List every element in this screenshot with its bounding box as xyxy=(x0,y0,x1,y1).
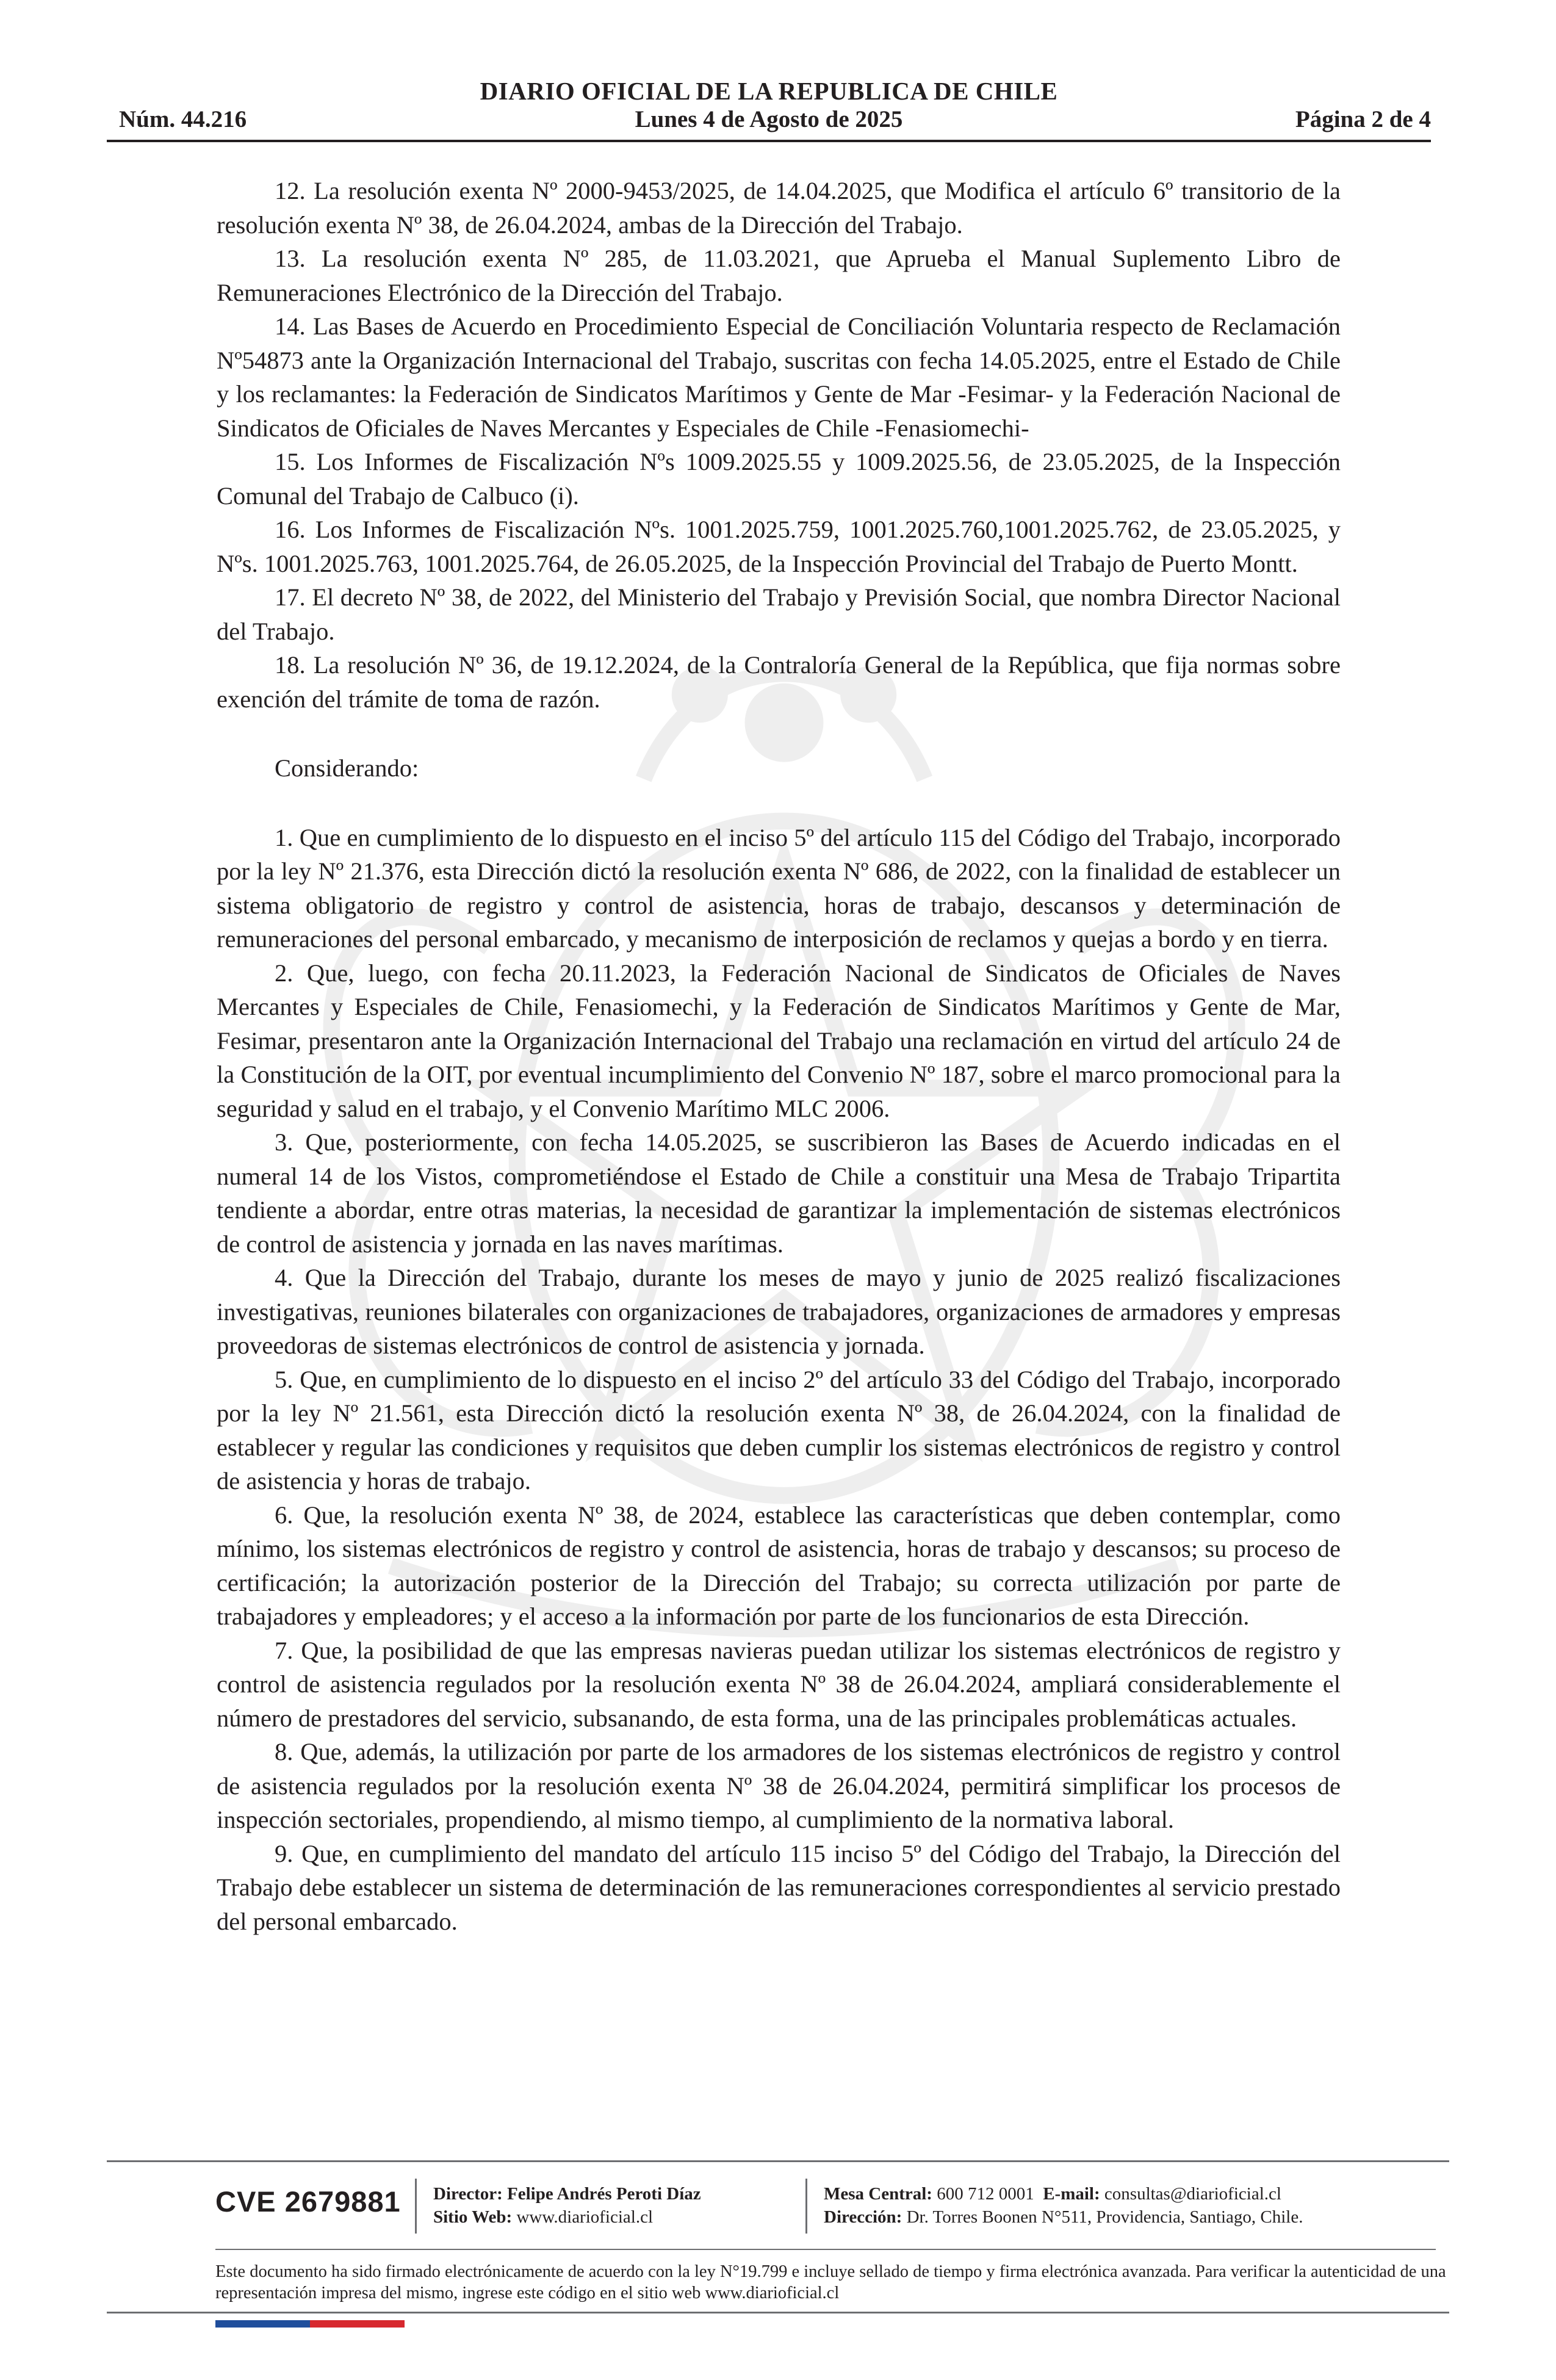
visto-item: 13. La resolución exenta Nº 285, de 11.03.2021, que Aprueba el Manual Suplemento Libro de Remuneraciones Electrónico de la Dirección del Trabajo. xyxy=(217,245,1341,306)
newspaper-title: DIARIO OFICIAL DE LA REPUBLICA DE CHILE xyxy=(480,77,1058,105)
considerando-heading: Considerando: xyxy=(275,754,419,782)
footer-divider xyxy=(415,2179,417,2234)
address-label: Dirección: xyxy=(824,2207,902,2227)
contact-info xyxy=(824,2182,1303,2229)
considerando-item: 2. Que, luego, con fecha 20.11.2023, la Federación Nacional de Sindicatos de Oficiales de Naves Mercantes y Especiales de Chile, Fenasiomechi, y la Federación de Sindicatos Marítimos y Gente de Mar, Fesimar, presentaron ante la Organización Internacional del Trabajo una reclamación en virtud del artículo 24 de la Constitución de la OIT, por eventual incumplimiento del Convenio Nº 187, sobre el marco promocional para la seguridad y salud en el trabajo, y el Convenio Marítimo MLC 2006. xyxy=(217,959,1341,1122)
visto-item: 12. La resolución exenta Nº 2000-9453/2025, de 14.04.2025, que Modifica el artículo 6º transitorio de la resolución exenta Nº 38, de 26.04.2024, ambas de la Dirección del Trabajo. xyxy=(217,177,1341,239)
page-footer xyxy=(107,2160,1449,2380)
page-number: Página 2 de 4 xyxy=(1295,106,1431,132)
issue-date: Lunes 4 de Agosto de 2025 xyxy=(635,106,903,132)
issue-number: Núm. 44.216 xyxy=(119,106,247,132)
website-link[interactable]: www.diarioficial.cl xyxy=(516,2207,654,2227)
considerando-item: 8. Que, además, la utilización por parte de los armadores de los sistemas electrónicos de registro y control de asistencia regulados por la resolución exenta Nº 38 de 26.04.2024, permitirá simplificar los procesos de inspección sectoriales, propendiendo, al mismo tiempo, al cumplimiento de la normativa laboral. xyxy=(217,1738,1341,1833)
visto-item: 17. El decreto Nº 38, de 2022, del Ministerio del Trabajo y Previsión Social, que nombra Director Nacional del Trabajo. xyxy=(217,583,1341,645)
considerando-item: 7. Que, la posibilidad de que las empresas navieras puedan utilizar los sistemas electrónicos de registro y control de asistencia regulados por la resolución exenta Nº 38 de 26.04.2024, ampliará considerablemente el número de prestadores del servicio, subsanando, de esta forma, una de las principales problemáticas actuales. xyxy=(217,1636,1341,1732)
footer-rule-bottom xyxy=(107,2312,1449,2313)
visto-item: 18. La resolución Nº 36, de 19.12.2024, de la Contraloría General de la República, que fija normas sobre exención del trámite de toma de razón. xyxy=(217,651,1341,713)
visto-item: 14. Las Bases de Acuerdo en Procedimiento Especial de Conciliación Voluntaria respecto de Reclamación Nº54873 ante la Organización Internacional del Trabajo, suscritas con fecha 14.05.2025, entre el Estado de Chile y los reclamantes: la Federación de Sindicatos Marítimos y Gente de Mar -Fesimar- y la Federación Nacional de Sindicatos de Oficiales de Naves Mercantes y Especiales de Chile -Fenasiomechi- xyxy=(217,312,1341,442)
considerando-item: 9. Que, en cumplimiento del mandato del artículo 115 inciso 5º del Código del Trabajo, la Dirección del Trabajo debe establecer un sistema de determinación de las remuneraciones correspondientes al servicio prestado del personal embarcado. xyxy=(217,1839,1341,1935)
director-label: Director: xyxy=(433,2184,503,2204)
considerando-item: 4. Que la Dirección del Trabajo, durante los meses de mayo y junio de 2025 realizó fiscalizaciones investigativas, reuniones bilaterales con organizaciones de trabajadores, organizaciones de armadores y empresas proveedoras de sistemas electrónicos de control de asistencia y jornada. xyxy=(217,1264,1341,1359)
footer-rule-top xyxy=(107,2160,1449,2162)
email-link[interactable]: consultas@diarioficial.cl xyxy=(1104,2184,1281,2204)
mesa-label: Mesa Central: xyxy=(824,2184,932,2204)
page-header xyxy=(107,76,1431,150)
phone-number: 600 712 0001 xyxy=(937,2184,1034,2204)
visto-item: 15. Los Informes de Fiscalización Nºs 1009.2025.55 y 1009.2025.56, de 23.05.2025, de la Inspección Comunal del Trabajo de Calbuco (i). xyxy=(217,448,1341,510)
email-label: E-mail: xyxy=(1043,2184,1100,2204)
address-value: Dr. Torres Boonen N°511, Providencia, Santiago, Chile. xyxy=(906,2207,1303,2227)
cve-code: CVE 2679881 xyxy=(215,2185,401,2218)
considerando-item: 5. Que, en cumplimiento de lo dispuesto en el inciso 2º del artículo 33 del Código del Trabajo, incorporado por la ley Nº 21.561, esta Dirección dictó la resolución exenta Nº 38, de 26.04.2024, con la finalidad de establecer y regular las condiciones y requisitos que deben cumplir los sistemas electrónicos de registro y control de asistencia y horas de trabajo. xyxy=(217,1365,1341,1495)
flag-red-segment xyxy=(310,2320,405,2328)
header-rule xyxy=(107,140,1431,142)
considerando-item: 3. Que, posteriormente, con fecha 14.05.2025, se suscribieron las Bases de Acuerdo indicadas en el numeral 14 de los Vistos, comprometiéndose el Estado de Chile a constituir una Mesa de Trabajo Tripartita tendiente a abordar, entre otras materias, la necesidad de garantizar la implementación de sistemas electrónicos de control de asistencia y jornada en las naves marítimas. xyxy=(217,1128,1341,1258)
website-label: Sitio Web: xyxy=(433,2207,513,2227)
flag-stripe xyxy=(215,2320,405,2328)
director-name: Felipe Andrés Peroti Díaz xyxy=(507,2184,701,2204)
director-info xyxy=(433,2182,701,2229)
considerando-item: 1. Que en cumplimiento de lo dispuesto en el inciso 5º del artículo 115 del Código del Trabajo, incorporado por la ley Nº 21.376, esta Dirección dictó la resolución exenta Nº 686, de 2022, con la finalidad de establecer un sistema obligatorio de registro y control de asistencia, horas de trabajo, descansos y determinación de remuneraciones del personal embarcado, y mecanismo de interposición de reclamos y quejas a bordo y en tierra. xyxy=(217,823,1341,953)
considerando-item: 6. Que, la resolución exenta Nº 38, de 2024, establece las características que deben contemplar, como mínimo, los sistemas electrónicos de registro y control de asistencia, horas de trabajo y descansos; su proceso de certificación; la autorización posterior de la Dirección del Trabajo; su correcta utilización por parte de trabajadores y empleadores; y el acceso a la información por parte de los funcionarios de esta Dirección. xyxy=(217,1501,1341,1630)
document-body xyxy=(217,174,1341,1938)
footer-rule-middle xyxy=(215,2249,1436,2250)
legal-notice: Este documento ha sido firmado electrónicamente de acuerdo con la ley N°19.799 e incluye sellado de tiempo y firma electrónica avanzada. Para verificar la autenticidad de una representación impresa del mismo, ingrese este código en el sitio web www.diarioficial.cl xyxy=(215,2262,1446,2302)
footer-divider xyxy=(805,2179,807,2234)
visto-item: 16. Los Informes de Fiscalización Nºs. 1001.2025.759, 1001.2025.760,1001.2025.762, de 23.05.2025, y Nºs. 1001.2025.763, 1001.2025.764, de 26.05.2025, de la Inspección Provincial del Trabajo de Puerto Montt. xyxy=(217,516,1341,577)
flag-blue-segment xyxy=(215,2320,310,2328)
